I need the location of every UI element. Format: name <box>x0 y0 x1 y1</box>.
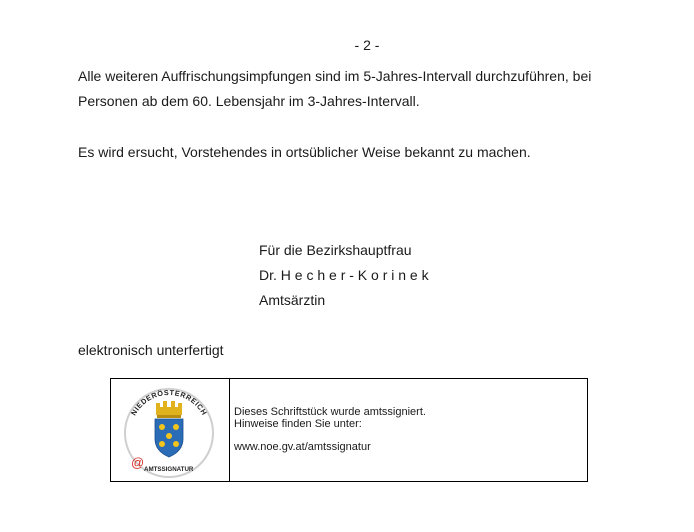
paragraph-1-line-2: Personen ab dem 60. Lebensjahr im 3-Jahres-Intervall. <box>78 93 420 109</box>
page-number: - 2 - <box>354 37 380 53</box>
signature-box-line-2: Hinweise finden Sie unter: <box>234 418 362 430</box>
paragraph-1-line-1: Alle weiteren Auffrischungsimpfungen sind im 5-Jahres-Intervall durchzuführen, bei <box>78 68 592 84</box>
at-symbol: @ <box>131 455 145 470</box>
signature-role: Amtsärztin <box>259 292 326 308</box>
seal-top-text: NIEDERÖSTERREICH <box>128 387 210 418</box>
seal-cell <box>111 379 230 481</box>
signature-box-line-1: Dieses Schriftstück wurde amtssigniert. <box>234 406 426 418</box>
signature-name: Dr. H e c h e r - K o r i n e k <box>259 267 429 283</box>
amtssignatur-seal-icon <box>117 381 221 479</box>
signature-box-url[interactable]: www.noe.gv.at/amtssignatur <box>234 441 371 453</box>
signature-box <box>110 378 588 482</box>
paragraph-2: Es wird ersucht, Vorstehendes in ortsüblicher Weise bekannt zu machen. <box>78 144 531 160</box>
signed-note: elektronisch unterfertigt <box>78 342 224 358</box>
signature-on-behalf: Für die Bezirkshauptfrau <box>259 242 412 258</box>
seal-bottom-text: AMTSSIGNATUR <box>144 466 194 473</box>
